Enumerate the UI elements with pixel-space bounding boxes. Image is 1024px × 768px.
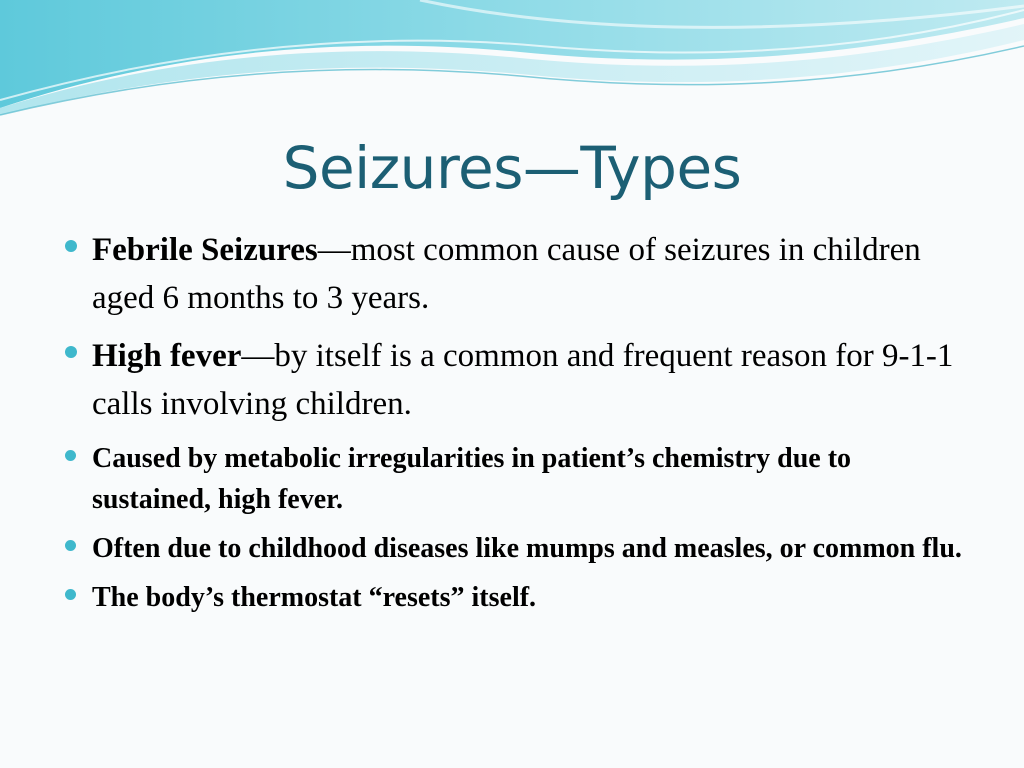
bullet-bold-term: High fever xyxy=(92,338,242,374)
header-wave-decoration xyxy=(0,0,1024,130)
bullet-dot-icon xyxy=(65,540,76,551)
bullet-bold-term: Febrile Seizures xyxy=(92,232,318,268)
bullet-high-fever xyxy=(62,332,962,428)
slide-title: Seizures—Types xyxy=(282,134,742,202)
bullet-text xyxy=(92,332,962,428)
bullet-dot-icon xyxy=(65,450,76,461)
bullet-text xyxy=(92,226,962,322)
bullet-dot-icon xyxy=(65,346,77,358)
bullet-metabolic xyxy=(62,438,962,520)
bullet-thermostat xyxy=(62,577,962,618)
bullet-description: —most common cause of seizures in children aged 6 months to 3 years. xyxy=(92,232,921,316)
bullet-list xyxy=(62,226,962,626)
bullet-febrile-seizures xyxy=(62,226,962,322)
bullet-description: Often due to childhood diseases like mumps and measles, or common flu. xyxy=(92,533,962,564)
bullet-description: Caused by metabolic irregularities in patient’s chemistry due to sustained, high fever. xyxy=(92,443,852,515)
bullet-dot-icon xyxy=(65,240,77,252)
bullet-dot-icon xyxy=(65,589,76,600)
bullet-description: —by itself is a common and frequent reason for 9-1-1 calls involving children. xyxy=(92,338,954,422)
bullet-description: The body’s thermostat “resets” itself. xyxy=(92,582,537,613)
bullet-childhood-diseases xyxy=(62,528,962,569)
